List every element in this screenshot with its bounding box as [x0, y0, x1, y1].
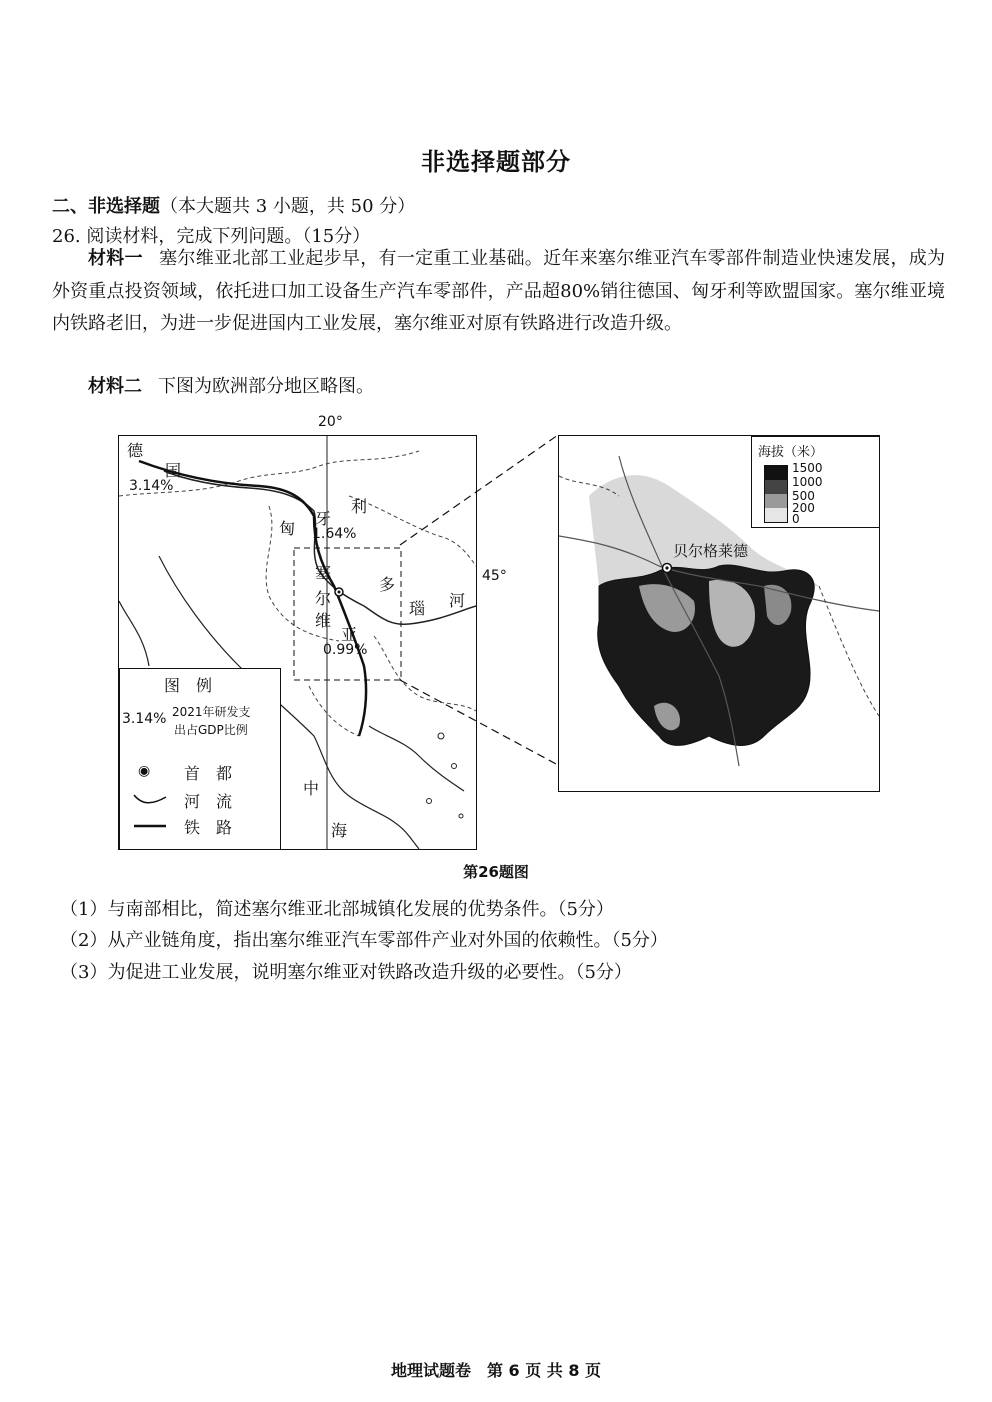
legend-pct-desc-1: 2021年研发支 [172, 705, 251, 719]
railway-icon [132, 821, 168, 831]
section-heading [52, 192, 415, 218]
sub-question-2: （2）从产业链角度，指出塞尔维亚汽车零部件产业对外国的依赖性。（5分） [60, 930, 668, 951]
elevation-legend-title: 海拔（米） [758, 445, 824, 460]
legend-railway: 铁 路 [184, 818, 233, 837]
label-germany-pct: 3.14% [129, 478, 174, 494]
longitude-label: 20° [318, 414, 343, 430]
label-hungary-pct: 1.64% [312, 526, 357, 542]
section-heading-label: 二、非选择题 [52, 196, 160, 217]
label-serbia-1: 塞 [315, 563, 332, 582]
label-danube-3: 河 [449, 591, 466, 610]
material-one-text: 塞尔维亚北部工业起步早，有一定重工业基础。近年来塞尔维亚汽车零部件制造业快速发展，成为外资重点投资领域，依托进口加工设备生产汽车零部件，产品超80%销往德国、匈牙利等欧盟国家。塞尔维亚境内铁路老旧，为进一步促进国内工业发展，塞尔维亚对原有铁路进行改造升级。 [52, 248, 946, 334]
river-icon [132, 791, 168, 807]
sub-question-1: （1）与南部相比，简述塞尔维亚北部城镇化发展的优势条件。（5分） [60, 899, 614, 920]
inset-connector [395, 430, 565, 770]
label-serbia-4: 亚 [341, 625, 358, 644]
serbia-elevation-map [558, 435, 880, 792]
label-germany-2: 国 [165, 461, 182, 480]
figure-caption: 第26题图 [463, 863, 529, 881]
elevation-tick-1000: 1000 [792, 475, 823, 489]
label-danube-2: 瑙 [409, 599, 426, 618]
legend-pct-sample: 3.14% [122, 711, 167, 727]
material-two-label: 材料二 [88, 376, 142, 397]
label-serbia-3: 维 [315, 611, 332, 630]
elevation-tick-500: 500 [792, 489, 815, 503]
capital-icon: ◉ [138, 763, 151, 779]
material-one-label: 材料一 [88, 248, 143, 269]
elevation-tick-1500: 1500 [792, 461, 823, 475]
elevation-tick-0: 0 [792, 512, 800, 526]
label-serbia-2: 尔 [315, 589, 332, 608]
legend-capital: 首 都 [184, 764, 233, 783]
section-heading-note: （本大题共 3 小题，共 50 分） [160, 196, 416, 217]
label-germany-1: 德 [127, 441, 144, 460]
label-hungary-3: 利 [351, 497, 368, 516]
label-danube-1: 多 [379, 575, 396, 594]
label-belgrade: 贝尔格莱德 [673, 542, 749, 560]
label-hungary-1: 匈 [279, 519, 296, 538]
sub-question-3: （3）为促进工业发展，说明塞尔维亚对铁路改造升级的必要性。（5分） [60, 962, 632, 983]
question-stem: 26. 阅读材料，完成下列问题。（15分） [52, 226, 371, 247]
legend-pct-desc-2: 出占GDP比例 [174, 723, 248, 737]
material-two-text: 下图为欧洲部分地区略图。 [158, 376, 374, 397]
latitude-label: 45° [482, 568, 507, 584]
elevation-legend [751, 436, 880, 528]
legend-river: 河 流 [184, 792, 233, 811]
page-title: 非选择题部分 [421, 148, 571, 176]
map-legend [119, 668, 281, 850]
material-two [52, 371, 945, 404]
material-one [52, 243, 945, 341]
legend-title: 图 例 [164, 676, 213, 695]
page-footer: 地理试题卷 第 6 页 共 8 页 [390, 1361, 602, 1380]
label-serbia-pct: 0.99% [323, 642, 368, 658]
elevation-scale [764, 465, 788, 523]
label-hungary-2: 牙 [315, 509, 332, 528]
elevation-tick-200: 200 [792, 501, 815, 515]
label-mediterranean-2: 海 [331, 821, 348, 840]
label-mediterranean-1: 中 [303, 779, 320, 798]
